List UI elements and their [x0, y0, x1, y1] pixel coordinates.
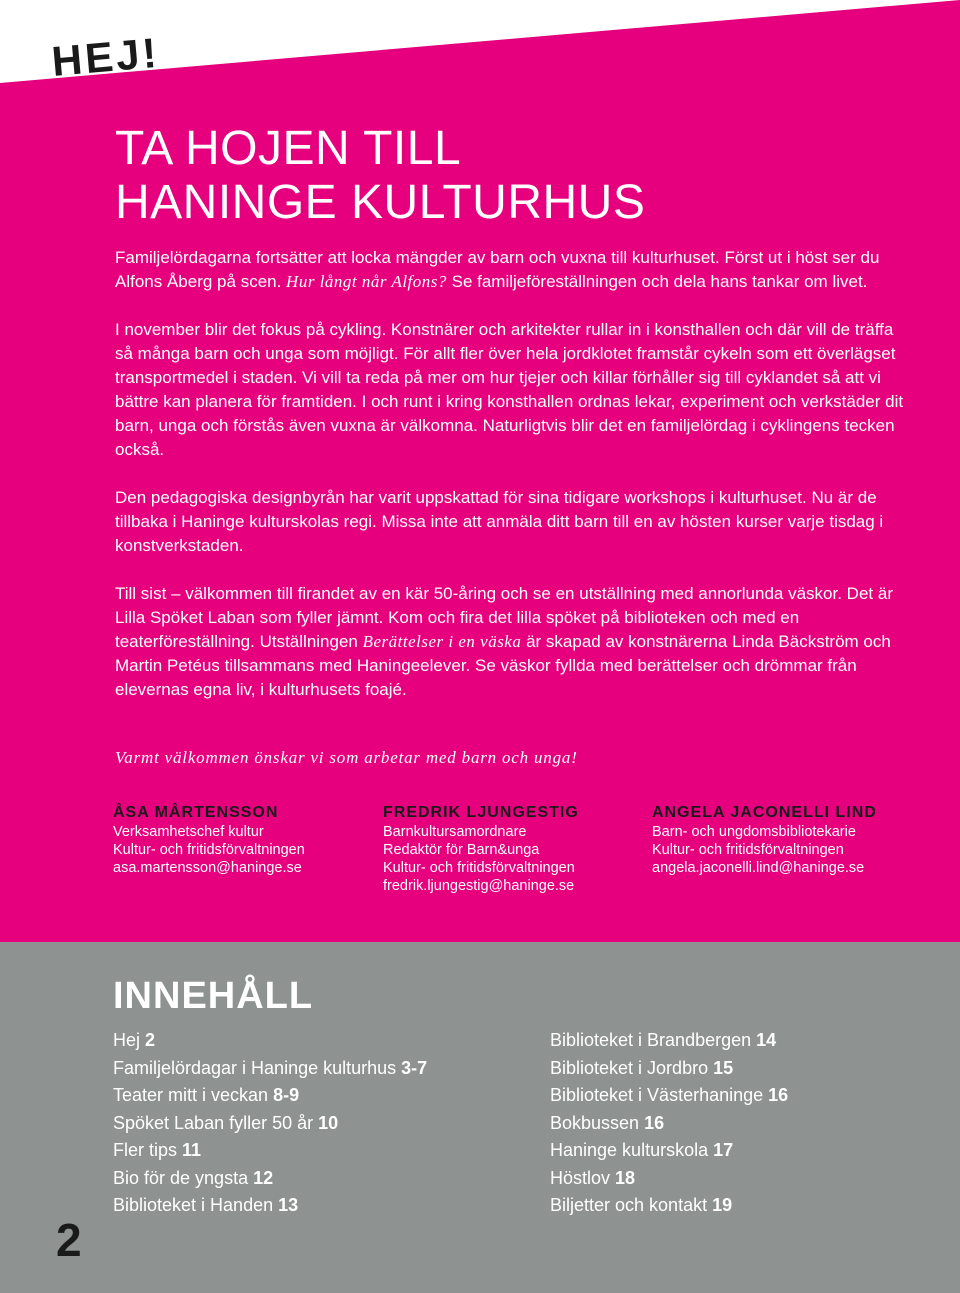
toc-label: Bokbussen — [550, 1112, 645, 1133]
toc-label: Fler tips — [113, 1140, 183, 1160]
title-line-2: HANINGE KULTURHUS — [115, 176, 646, 229]
paragraph-2: I november blir det fokus på cykling. Konstnärer och arkitekter rullar in i konsthallen och där vill de träffa så många barn och unga som möjligt. För allt fler över hela jordklotet framstår cykeln som ett överlägset transportmedel i staden. Vi vill ta reda på mer om hur tjejer och killar förhåller sig till cyklandet så att vi bättre kan planera för framtiden. I och runt i kring konsthallen ordnas lekar, experiment och verkstäder dit barn, unga och förstås även vuxna är välkomna. Naturligtvis blir det en familjelördag i cyklingens tecken också. — [115, 320, 904, 459]
toc-page: 19 — [712, 1195, 733, 1215]
contact-department: Kultur- och fritidsförvaltningen — [113, 842, 305, 858]
toc-page: 12 — [253, 1167, 274, 1188]
toc-right-column — [550, 1027, 788, 1220]
toc-item[interactable] — [550, 1165, 788, 1193]
toc-item[interactable] — [113, 1027, 427, 1055]
toc-page: 2 — [145, 1030, 156, 1050]
toc-page: 13 — [278, 1195, 299, 1215]
contact-email[interactable]: angela.jaconelli.lind@haninge.se — [652, 860, 865, 876]
paragraph-3: Den pedagogiska designbyrån har varit uppskattad för sina tidigare workshops i kulturhuset. Nu är de tillbaka i Haninge kulturskolas regi. Missa inte att anmäla ditt barn till en av hösten kurser varje tisdag i konstverkstaden. — [115, 488, 884, 555]
toc-label: Biblioteket i Jordbro — [550, 1057, 714, 1078]
toc-item[interactable] — [550, 1082, 788, 1110]
toc-page: 18 — [615, 1167, 636, 1188]
contact-department: Kultur- och fritidsförvaltningen — [652, 842, 844, 858]
toc-label: Haninge kulturskola — [550, 1140, 714, 1160]
toc-label: Familjelördagar i Haninge kulturhus — [113, 1057, 402, 1078]
show-title: Hur långt når Alfons? — [286, 272, 447, 291]
toc-item[interactable] — [550, 1027, 788, 1055]
exhibition-title: Berättelser i en väska — [362, 632, 522, 651]
toc-item[interactable] — [113, 1110, 427, 1138]
toc-label: Höstlov — [550, 1167, 616, 1188]
contact-name: ÅSA MÅRTENSSON — [113, 804, 279, 821]
toc-page: 3-7 — [401, 1057, 428, 1078]
contact-department: Kultur- och fritidsförvaltningen — [383, 860, 575, 876]
toc-page: 8-9 — [273, 1085, 300, 1105]
toc-page: 11 — [182, 1140, 202, 1160]
toc-item[interactable] — [550, 1192, 788, 1220]
toc-item[interactable] — [113, 1137, 427, 1165]
toc-title: INNEHÅLL — [113, 975, 314, 1017]
toc-page: 15 — [713, 1057, 734, 1078]
toc-label: Teater mitt i veckan — [113, 1085, 274, 1105]
toc-label: Biblioteket i Handen — [113, 1195, 279, 1215]
toc-label: Biblioteket i Brandbergen — [550, 1030, 757, 1050]
toc-label: Hej — [113, 1030, 146, 1050]
toc-item[interactable] — [550, 1137, 788, 1165]
toc-page: 16 — [768, 1085, 789, 1105]
toc-label: Biljetter och kontakt — [550, 1195, 713, 1215]
toc-label: Biblioteket i Västerhaninge — [550, 1085, 769, 1105]
paragraph-1 — [115, 246, 915, 294]
contact-role-2: Redaktör för Barn&unga — [383, 842, 540, 858]
paragraph-4 — [115, 582, 915, 702]
toc-left-column — [113, 1027, 427, 1220]
toc-page: 10 — [318, 1112, 339, 1133]
toc-page: 16 — [644, 1112, 665, 1133]
toc-item[interactable] — [550, 1055, 788, 1083]
contact-fredrik — [383, 803, 643, 895]
paragraph-4-text-a: Till sist – välkommen till firandet av en kär 50-åring och se en utställning med annorlunda väskor. Det är Lilla Spöket Laban som fyller jämnt. Kom och fira det lilla spöket på biblioteken och med en teaterföreställning. Utställningen — [115, 584, 893, 651]
toc-item[interactable] — [550, 1110, 788, 1138]
contact-role: Verksamhetschef kultur — [113, 824, 264, 840]
contact-name: ANGELA JACONELLI LIND — [652, 804, 877, 821]
toc-item[interactable] — [113, 1165, 427, 1193]
page-number: 2 — [56, 1214, 82, 1266]
contact-role: Barn- och ungdomsbibliotekarie — [652, 824, 856, 840]
toc-item[interactable] — [113, 1055, 427, 1083]
contact-name: FREDRIK LJUNGESTIG — [383, 804, 579, 821]
toc-label: Spöket Laban fyller 50 år — [113, 1112, 319, 1133]
title-line-1: TA HOJEN TILL — [115, 122, 462, 175]
contact-email[interactable]: asa.martensson@haninge.se — [113, 860, 302, 876]
toc-item[interactable] — [113, 1082, 427, 1110]
paragraph-4-text-c: är skapad av konstnärerna Linda Bäckström och Martin Petéus tillsammans med Haningeelever. Se väskor fyllda med berättelser och drömmar från elevernas egna liv, i kulturhusets foajé. — [115, 632, 891, 699]
toc-page: 17 — [713, 1140, 734, 1160]
toc-item[interactable] — [113, 1192, 427, 1220]
closing-greeting: Varmt välkommen önskar vi som arbetar med barn och unga! — [115, 748, 578, 767]
paragraph-1-text-a: Familjelördagarna fortsätter att locka mängder av barn och vuxna till kulturhuset. Först ut i höst ser du Alfons Åberg på scen. — [115, 248, 880, 291]
article-body — [115, 246, 915, 726]
contact-asa — [113, 803, 373, 877]
contact-role: Barnkultursamordnare — [383, 824, 527, 840]
contact-email[interactable]: fredrik.ljungestig@haninge.se — [383, 878, 575, 894]
contact-angela — [652, 803, 912, 877]
page-title — [115, 122, 645, 230]
paragraph-1-text-c: Se familjeföreställningen och dela hans tankar om livet. — [446, 272, 868, 291]
toc-page: 14 — [756, 1030, 777, 1050]
hej-heading: HEJ! — [49, 28, 162, 86]
toc-label: Bio för de yngsta — [113, 1167, 254, 1188]
